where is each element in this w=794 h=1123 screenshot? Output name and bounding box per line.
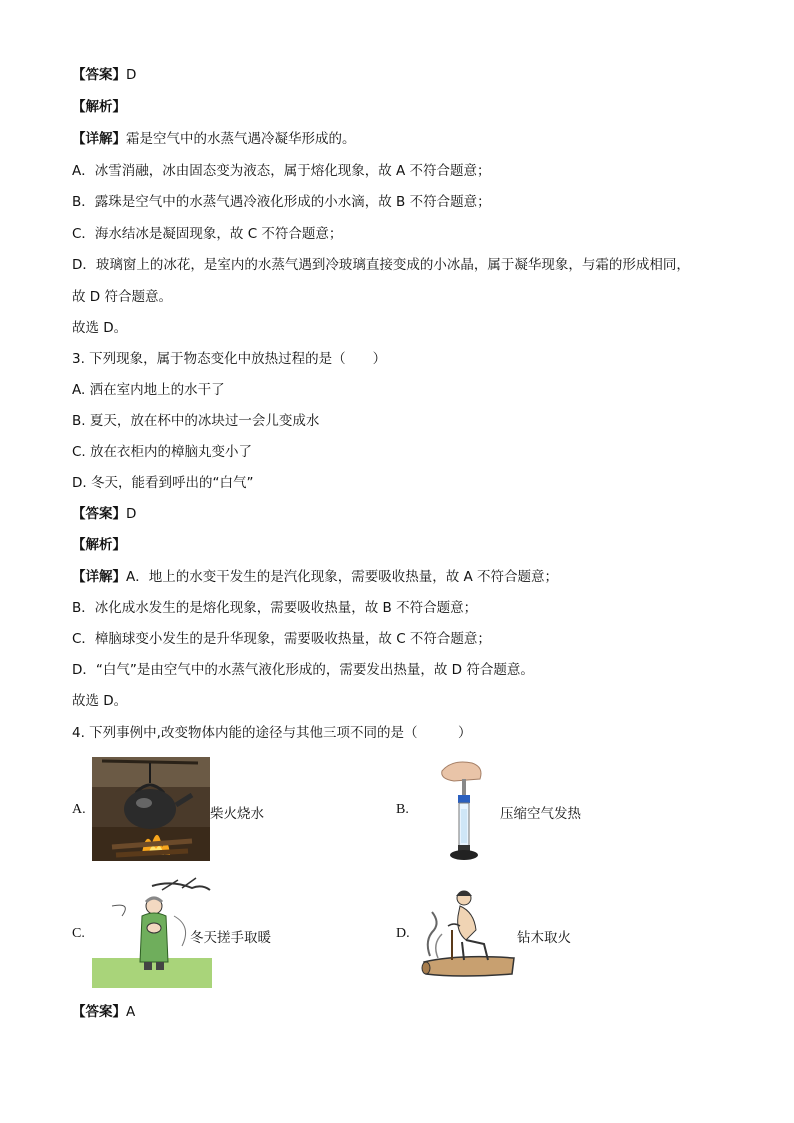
q4-option-b-letter: B. — [396, 802, 409, 817]
q2-line: B．露珠是空气中的水蒸气遇冷液化形成的小水滴，故 B 不符合题意； — [72, 194, 491, 210]
q2-line: D．玻璃窗上的冰花，是室内的水蒸气遇到冷玻璃直接变成的小冰晶，属于凝华现象，与霜的形成相同， — [72, 257, 690, 273]
q2-line: 故选 D。 — [72, 320, 128, 336]
q3-option-c: C. 放在衣柜内的樟脑丸变小了 — [72, 444, 253, 460]
q4-option-b-caption: 压缩空气发热 — [500, 806, 581, 822]
q3-line: D．“白气”是由空气中的水蒸气液化形成的，需要发出热量，故 D 符合题意。 — [72, 662, 534, 678]
q2-answer: 【答案】D — [72, 67, 137, 83]
q3-answer: 【答案】D — [72, 506, 137, 522]
q3-line: C．樟脑球变小发生的是升华现象，需要吸收热量，故 C 不符合题意； — [72, 631, 491, 647]
q4-option-d-caption: 钻木取火 — [517, 930, 571, 946]
q4-option-a-letter: A. — [72, 802, 86, 817]
q3-detail: 【详解】A．地上的水变干发生的是汽化现象，需要吸收热量，故 A 不符合题意； — [72, 569, 559, 585]
q4-stem: 4. 下列事例中,改变物体内能的途径与其他三项不同的是（ ） — [72, 725, 472, 741]
q3-line: B．冰化成水发生的是熔化现象，需要吸收热量，故 B 不符合题意； — [72, 600, 478, 616]
q4-option-d-letter: D. — [396, 926, 410, 941]
q4-option-c-caption: 冬天搓手取暖 — [190, 930, 271, 946]
q3-option-a: A. 洒在室内地上的水干了 — [72, 382, 225, 398]
q4-option-a-caption: 柴火烧水 — [210, 806, 264, 822]
kettle-on-fire-icon — [92, 757, 210, 861]
q4-answer: 【答案】A — [72, 1004, 136, 1020]
q3-option-b: B. 夏天，放在杯中的冰块过一会儿变成水 — [72, 413, 320, 429]
drilling-wood-fire-icon — [418, 886, 518, 978]
air-pump-icon — [432, 757, 496, 863]
q2-line: 故 D 符合题意。 — [72, 289, 172, 305]
q2-line: A．冰雪消融，冰由固态变为液态，属于熔化现象，故 A 不符合题意； — [72, 163, 491, 179]
q3-stem: 3. 下列现象，属于物态变化中放热过程的是（ ） — [72, 351, 387, 367]
q2-analysis-tag: 【解析】 — [72, 99, 126, 115]
q2-detail: 【详解】霜是空气中的水蒸气遇冷凝华形成的。 — [72, 131, 356, 147]
q3-line: 故选 D。 — [72, 693, 128, 709]
q4-option-c-letter: C. — [72, 926, 85, 941]
q2-line: C．海水结冰是凝固现象，故 C 不符合题意； — [72, 226, 343, 242]
q3-option-d: D. 冬天，能看到呼出的“白气” — [72, 475, 254, 491]
q3-analysis-tag: 【解析】 — [72, 537, 126, 553]
